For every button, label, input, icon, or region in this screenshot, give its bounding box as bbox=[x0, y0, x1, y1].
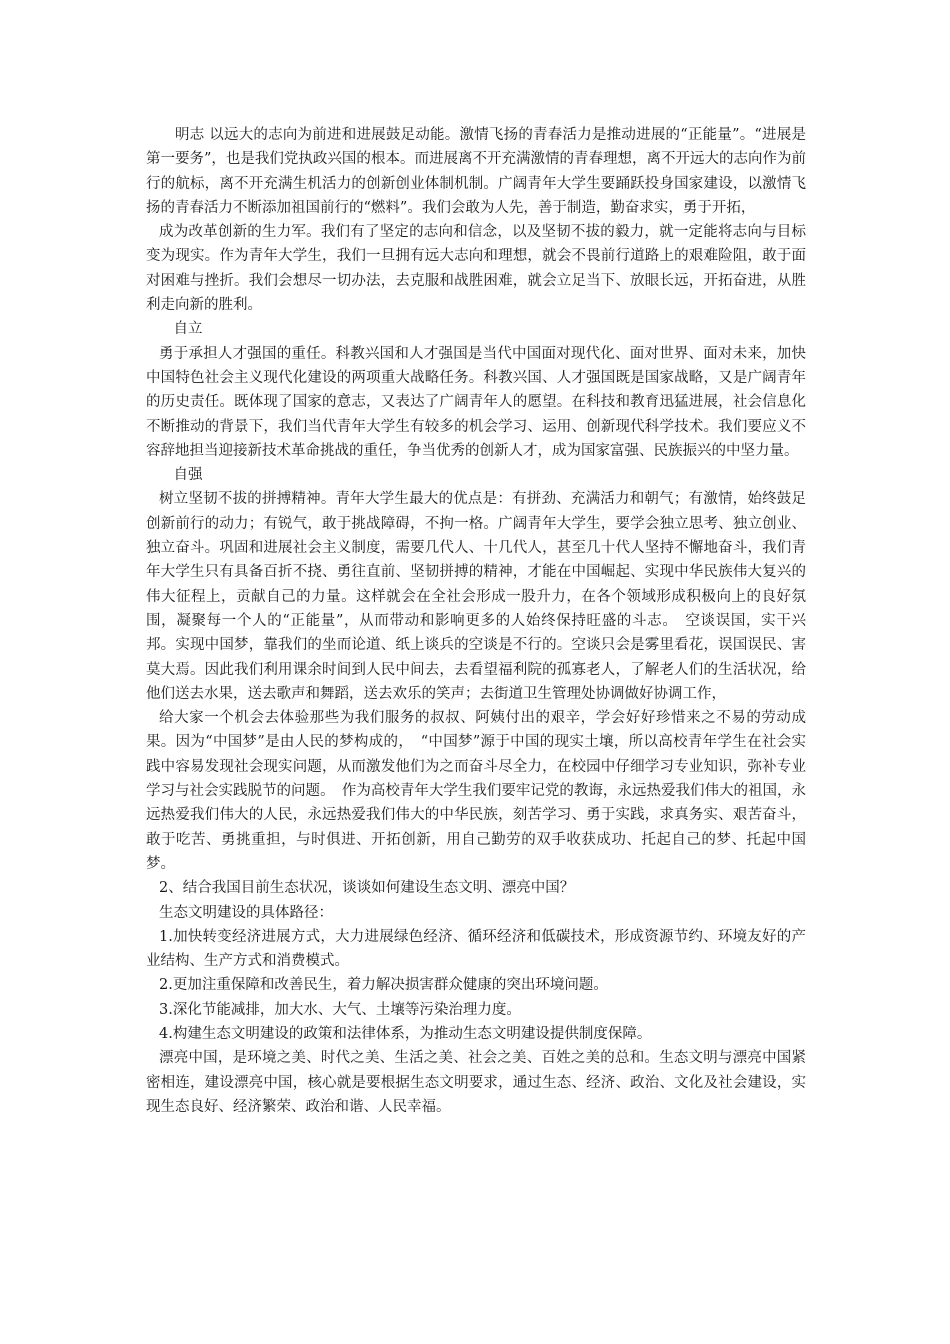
paragraph-beautiful-china: 漂亮中国，是环境之美、时代之美、生活之美、社会之美、百姓之美的总和。生态文明与漂亮中国紧密相连，建设漂亮中国，核心就是要根据生态文明要求，通过生态、经济、政治、文化及社会建设，实现生态良好、经济繁荣、政治和谐、人民幸福。 bbox=[146, 1050, 806, 1115]
document-body bbox=[146, 123, 806, 1119]
list-item-2: 2.更加注重保障和改善民生，着力解决损害群众健康的突出环境问题。 bbox=[159, 977, 608, 994]
section-heading-zili: 自立 bbox=[173, 321, 203, 338]
paragraph-talent: 勇于承担人才强国的重任。科教兴国和人才强国是当代中国面对现代化、面对世界、面对未来，加快中国特色社会主义现代化建设的两项重大战略任务。科教兴国、人才强国既是国家战略，又是广阔青年的历史责任。既体现了国家的意志，又表达了广阔青年人的愿望。在科技和教育迅猛进展，社会信息化不断推动的背景下，我们当代青年大学生有较多的机会学习、运用、创新现代科学技术。我们要应义不容辞地担当迎接新技术革命挑战的重任，争当优秀的创新人才，成为国家富强、民族振兴的中坚力量。 bbox=[146, 345, 806, 459]
paragraph-perseverance: 树立坚韧不拔的拼搏精神。青年大学生最大的优点是：有拼劲、充满活力和朝气；有激情，始终鼓足创新前行的动力；有锐气，敢于挑战障碍，不拘一格。广阔青年大学生，要学会独立思考、独立创业、独立奋斗。巩固和进展社会主义制度，需要几代人、十几代人，甚至几十代人坚持不懈地奋斗，我们青年大学生只有具备百折不挠、勇往直前、坚韧拼搏的精神，才能在中国崛起、实现中华民族伟大复兴的伟大征程上，贡献自己的力量。这样就会在全社会形成一股升力，在各个领域形成积极向上的良好氛围，凝聚每一个人的“正能量”，从而带动和影响更多的人始终保持旺盛的斗志。 空谈误国，实干兴邦。实现中国梦，靠我们的坐而论道、纸上谈兵的空谈是不行的。空谈只会是雾里看花，误国误民、害莫大焉。因此我们利用课余时间到人民中间去，去看望福利院的孤寡老人，了解老人们的生活状况，给他们送去水果，送去歌声和舞蹈，送去欢乐的笑声；去街道卫生管理处协调做好协调工作， bbox=[146, 491, 806, 702]
list-item-1: 1.加快转变经济进展方式，大力进展绿色经济、循环经济和低碳技术，形成资源节约、环境友好的产业结构、生产方式和消费模式。 bbox=[146, 928, 806, 970]
list-item-3: 3.深化节能减排，加大水、大气、土壤等污染治理力度。 bbox=[159, 1001, 521, 1018]
section-heading-ziqiang: 自强 bbox=[173, 467, 203, 484]
paragraph-reform: 成为改革创新的生力军。我们有了坚定的志向和信念，以及坚韧不拔的毅力，就一定能将志向与目标变为现实。作为青年大学生，我们一旦拥有远大志向和理想，就会不畏前行道路上的艰难险阻，敢于面对困难与挫折。我们会想尽一切办法，去克服和战胜困难，就会立足当下、放眼长远，开拓奋进，从胜利走向新的胜利。 bbox=[146, 224, 806, 314]
paragraph-chinese-dream: 给大家一个机会去体验那些为我们服务的叔叔、阿姨付出的艰辛，学会好好珍惜来之不易的劳动成果。因为“中国梦”是由人民的梦构成的， “中国梦”源于中国的现实土壤，所以高校青年学生在社会实践中容易发现社会现实问题，从而激发他们为之而奋斗尽全力，在校园中仔细学习专业知识，弥补专业学习与社会实践脱节的问题。 作为高校青年大学生我们要牢记党的教诲，永远热爱我们伟大的祖国，永远热爱我们伟大的人民，永远热爱我们伟大的中华民族，刻苦学习、勇于实践，求真务实、艰苦奋斗，敢于吃苦、勇挑重担，与时俱进、开拓创新，用自己勤劳的双手收获成功、托起自己的梦、托起中国梦。 bbox=[146, 710, 806, 872]
paragraph-path-intro: 生态文明建设的具体路径： bbox=[159, 904, 334, 921]
question-2: 2、结合我国目前生态状况，谈谈如何建设生态文明、漂亮中国？ bbox=[159, 880, 575, 897]
paragraph-mingzhi: 明志 以远大的志向为前进和进展鼓足动能。激情飞扬的青春活力是推动进展的“正能量”。“进展是第一要务”，也是我们党执政兴国的根本。而进展离不开充满激情的青春理想，离不开远大的志向作为前行的航标，离不开充满生机活力的创新创业体制机制。广阔青年大学生要踊跃投身国家建设，以激情飞扬的青春活力不断添加祖国前行的“燃料”。我们会敢为人先，善于制造，勤奋求实，勇于开拓， bbox=[146, 127, 806, 216]
list-item-4: 4.构建生态文明建设的政策和法律体系，为推动生态文明建设提供制度保障。 bbox=[159, 1025, 652, 1042]
